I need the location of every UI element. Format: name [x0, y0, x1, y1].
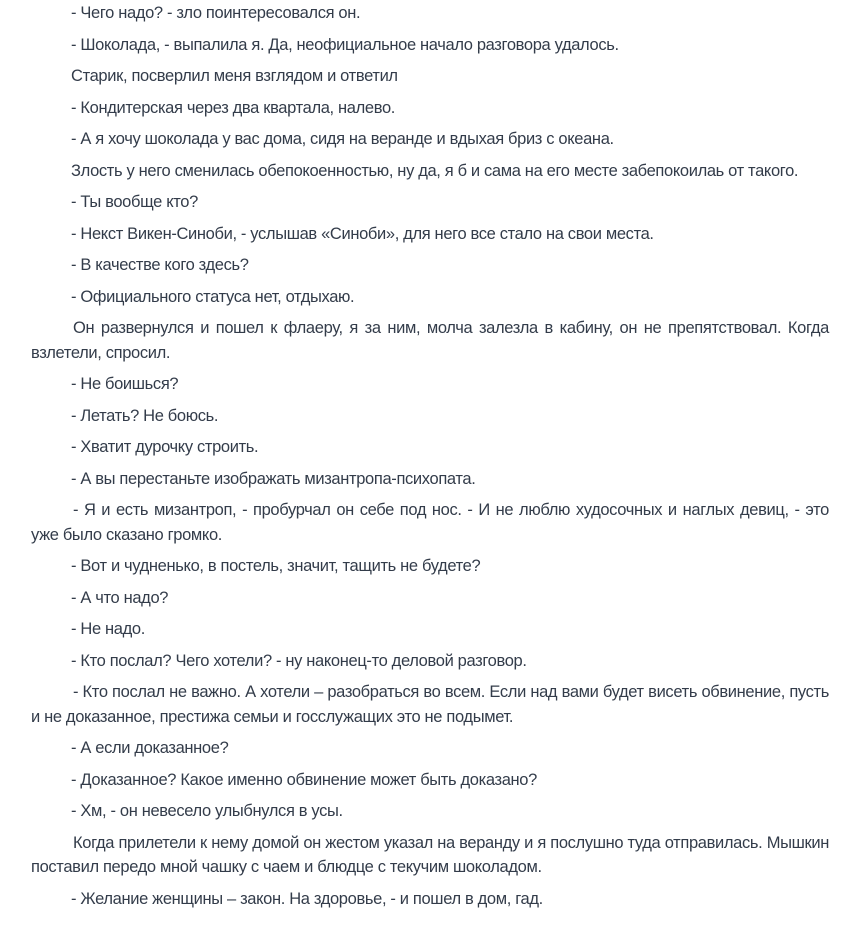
paragraph: - Желание женщины – закон. На здоровье, - и пошел в дом, гад.	[71, 889, 543, 908]
paragraph: Злость у него сменилась обепокоенностью, ну да, я б и сама на его месте забепокоилаь от такого.	[71, 161, 799, 180]
paragraph: - Хватит дурочку строить.	[71, 438, 259, 456]
paragraph: - Не надо.	[71, 620, 145, 638]
paragraph: - Кто послал? Чего хотели? - ну наконец-то деловой разговор.	[71, 651, 527, 670]
paragraph: - Я и есть мизантроп, - пробурчал он себе под нос. - И не люблю худосочных и наглых девиц, - это уже было сказано громко.	[31, 501, 829, 544]
document-body	[31, 0, 829, 917]
paragraph: - Шоколада, - выпалила я. Да, неофициальное начало разговора удалось.	[71, 35, 619, 54]
paragraph: - Некст Викен-Синоби, - услышав «Синоби», для него все стало на свои места.	[71, 224, 654, 243]
paragraph: - Летать? Не боюсь.	[71, 406, 219, 425]
paragraph: - В качестве кого здесь?	[71, 256, 249, 274]
paragraph: - Ты вообще кто?	[71, 193, 198, 211]
paragraph: Старик, посверлил меня взглядом и ответил	[71, 67, 398, 85]
paragraph: - Кондитерская через два квартала, налево.	[71, 98, 396, 117]
paragraph: - А я хочу шоколада у вас дома, сидя на веранде и вдыхая бриз с океана.	[71, 130, 614, 148]
paragraph: - Вот и чудненько, в постель, значит, тащить не будете?	[71, 557, 481, 575]
paragraph: - Не боишься?	[71, 375, 179, 393]
paragraph: - А вы перестаньте изображать мизантропа-психопата.	[71, 469, 476, 488]
paragraph: - А что надо?	[71, 588, 169, 607]
paragraph: - А если доказанное?	[71, 739, 229, 757]
paragraph: Он развернулся и пошел к флаеру, я за ним, молча залезла в кабину, он не препятствовал. Когда взлетели, спросил.	[31, 319, 829, 362]
paragraph: - Хм, - он невесело улыбнулся в усы.	[71, 802, 343, 820]
paragraph: - Официального статуса нет, отдыхаю.	[71, 287, 355, 306]
paragraph: - Доказанное? Какое именно обвинение может быть доказано?	[71, 770, 537, 789]
paragraph: Когда прилетели к нему домой он жестом указал на веранду и я послушно туда отправилась. Мышкин поставил передо мной чашку с чаем и блюдце с текучим шоколадом.	[31, 833, 829, 876]
paragraph: - Кто послал не важно. А хотели – разобраться во всем. Если над вами будет висеть обвинение, пусть и не доказанное, престижа семьи и госслужащих это не подымет.	[31, 683, 829, 726]
paragraph: - Чего надо? - зло поинтересовался он.	[71, 4, 361, 22]
